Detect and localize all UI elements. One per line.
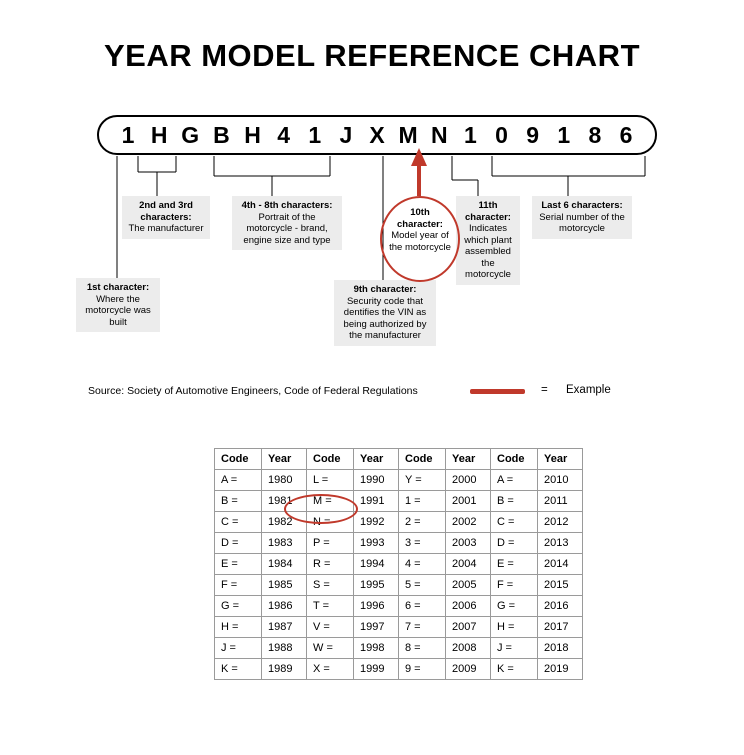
vin-char: H — [150, 122, 168, 148]
note-heading: 10th character: — [397, 207, 443, 230]
vin-char: X — [369, 122, 385, 148]
table-row — [215, 470, 583, 491]
table-cell: Y = — [399, 470, 446, 491]
table-cell: 1988 — [262, 638, 307, 659]
table-header-cell: Code — [491, 449, 538, 470]
table-cell: 9 = — [399, 659, 446, 680]
note-heading: 1st character: — [86, 282, 150, 293]
table-cell: 6 = — [399, 596, 446, 617]
table-cell: E = — [215, 554, 262, 575]
table-cell: R = — [307, 554, 354, 575]
vin-char: N — [430, 122, 448, 148]
table-cell: 2016 — [538, 596, 583, 617]
table-header-cell: Year — [354, 449, 399, 470]
table-cell: S = — [307, 575, 354, 596]
note-heading: 9th character: — [353, 284, 417, 295]
table-cell: 1998 — [354, 638, 399, 659]
table-cell: 1997 — [354, 617, 399, 638]
note-body: Model year of the motorcycle — [389, 230, 451, 253]
table-cell: 4 = — [399, 554, 446, 575]
table-cell: 1993 — [354, 533, 399, 554]
table-cell: 2009 — [446, 659, 491, 680]
table-cell: 2017 — [538, 617, 583, 638]
table-cell: 1999 — [354, 659, 399, 680]
vin-number-display — [97, 115, 657, 155]
table-header-cell: Code — [399, 449, 446, 470]
source-text: Source: Society of Automotive Engineers, Code of Federal Regulations — [88, 385, 418, 397]
table-cell: 2001 — [446, 491, 491, 512]
table-cell: B = — [215, 491, 262, 512]
vin-char: 1 — [557, 122, 571, 148]
table-cell: 1989 — [262, 659, 307, 680]
table-cell: V = — [307, 617, 354, 638]
table-cell: 2012 — [538, 512, 583, 533]
note-fourth-eighth-characters — [232, 196, 342, 250]
vin-char: H — [244, 122, 261, 148]
table-cell: W = — [307, 638, 354, 659]
vin-char: 0 — [495, 122, 508, 148]
table-cell: 1981 — [262, 491, 307, 512]
table-cell: 1980 — [262, 470, 307, 491]
vin-char: 1 — [308, 122, 322, 148]
table-cell: 2008 — [446, 638, 491, 659]
highlight-ellipse-m-1991 — [284, 494, 358, 524]
table-cell: B = — [491, 491, 538, 512]
table-cell: D = — [491, 533, 538, 554]
table-cell: 2004 — [446, 554, 491, 575]
vin-char: 8 — [588, 122, 602, 148]
table-cell: G = — [491, 596, 538, 617]
table-cell: L = — [307, 470, 354, 491]
table-cell: 2005 — [446, 575, 491, 596]
vin-char: 9 — [526, 122, 540, 148]
table-cell: C = — [215, 512, 262, 533]
note-body: Indicates which plant assembled the motorcycle — [464, 223, 512, 280]
note-first-character — [76, 278, 160, 332]
table-row — [215, 512, 583, 533]
legend-equals-sign: = — [541, 384, 548, 396]
table-row — [215, 638, 583, 659]
table-cell: 1982 — [262, 512, 307, 533]
note-heading: Last 6 characters: — [541, 200, 623, 211]
legend-example-swatch — [470, 389, 525, 394]
table-cell: 1992 — [354, 512, 399, 533]
note-body: Where the motorcycle was built — [85, 293, 151, 328]
table-cell: 2010 — [538, 470, 583, 491]
table-cell: P = — [307, 533, 354, 554]
table-cell: H = — [491, 617, 538, 638]
table-cell: 5 = — [399, 575, 446, 596]
example-arrow — [411, 148, 427, 196]
table-cell: K = — [491, 659, 538, 680]
table-cell: 2006 — [446, 596, 491, 617]
note-body: Portrait of the motorcycle - brand, engine size and type — [243, 211, 331, 246]
table-cell: J = — [491, 638, 538, 659]
vin-char: M — [398, 122, 418, 148]
table-header-cell: Code — [307, 449, 354, 470]
table-cell: 2014 — [538, 554, 583, 575]
note-second-third-characters — [122, 196, 210, 239]
vin-char: 1 — [121, 122, 135, 148]
table-cell: G = — [215, 596, 262, 617]
table-row — [215, 617, 583, 638]
table-cell: E = — [491, 554, 538, 575]
vin-char: B — [213, 122, 230, 148]
note-ninth-character — [334, 280, 436, 346]
highlight-ellipse-tenth-character — [380, 196, 460, 282]
note-body: Serial number of the motorcycle — [539, 211, 625, 234]
table-cell: 1987 — [262, 617, 307, 638]
vin-char: 1 — [463, 122, 477, 148]
table-cell: 7 = — [399, 617, 446, 638]
legend-example-label: Example — [566, 384, 611, 396]
table-header-cell: Year — [538, 449, 583, 470]
table-cell: 2003 — [446, 533, 491, 554]
note-heading: 4th - 8th characters: — [241, 200, 333, 211]
table-row — [215, 659, 583, 680]
table-cell: H = — [215, 617, 262, 638]
note-last-six-characters — [532, 196, 632, 239]
note-body: Security code that dentifies the VIN as being authorized by the manufacturer — [343, 295, 427, 341]
note-eleventh-character — [456, 196, 520, 285]
table-cell: 1996 — [354, 596, 399, 617]
table-header-cell: Year — [446, 449, 491, 470]
table-cell: F = — [491, 575, 538, 596]
table-cell: 1994 — [354, 554, 399, 575]
table-cell: 2019 — [538, 659, 583, 680]
vin-capsule — [97, 115, 657, 155]
table-cell: F = — [215, 575, 262, 596]
table-cell: 1990 — [354, 470, 399, 491]
note-body: The manufacturer — [128, 223, 204, 234]
vin-char: 4 — [277, 122, 291, 148]
table-cell: 2002 — [446, 512, 491, 533]
table-row — [215, 575, 583, 596]
table-cell: C = — [491, 512, 538, 533]
table-cell: 2011 — [538, 491, 583, 512]
table-cell: 1 = — [399, 491, 446, 512]
table-cell: T = — [307, 596, 354, 617]
table-row — [215, 491, 583, 512]
table-cell: 2018 — [538, 638, 583, 659]
page-title: YEAR MODEL REFERENCE CHART — [103, 38, 641, 73]
vin-char: J — [339, 122, 353, 148]
table-cell: J = — [215, 638, 262, 659]
table-header-cell: Year — [262, 449, 307, 470]
table-header-cell: Code — [215, 449, 262, 470]
table-cell: 8 = — [399, 638, 446, 659]
table-cell: M = — [307, 491, 354, 512]
table-cell: K = — [215, 659, 262, 680]
table-row — [215, 533, 583, 554]
table-cell: 3 = — [399, 533, 446, 554]
table-cell: A = — [215, 470, 262, 491]
table-cell: N = — [307, 512, 354, 533]
table-row — [215, 554, 583, 575]
table-cell: 1983 — [262, 533, 307, 554]
note-heading: 2nd and 3rd characters: — [139, 200, 193, 223]
table-cell: 2007 — [446, 617, 491, 638]
table-cell: 1991 — [354, 491, 399, 512]
table-cell: X = — [307, 659, 354, 680]
year-code-table — [214, 448, 583, 680]
table-cell: 1995 — [354, 575, 399, 596]
table-cell: 2013 — [538, 533, 583, 554]
table-row — [215, 596, 583, 617]
note-heading: 11th character: — [465, 200, 511, 223]
table-cell: 2000 — [446, 470, 491, 491]
table-cell: D = — [215, 533, 262, 554]
table-cell: 2 = — [399, 512, 446, 533]
table-cell: 1986 — [262, 596, 307, 617]
table-cell: 1985 — [262, 575, 307, 596]
vin-char: 6 — [619, 122, 633, 148]
table-header-row — [215, 449, 583, 470]
vin-char: G — [181, 122, 200, 148]
table-cell: A = — [491, 470, 538, 491]
table-cell: 1984 — [262, 554, 307, 575]
table-cell: 2015 — [538, 575, 583, 596]
